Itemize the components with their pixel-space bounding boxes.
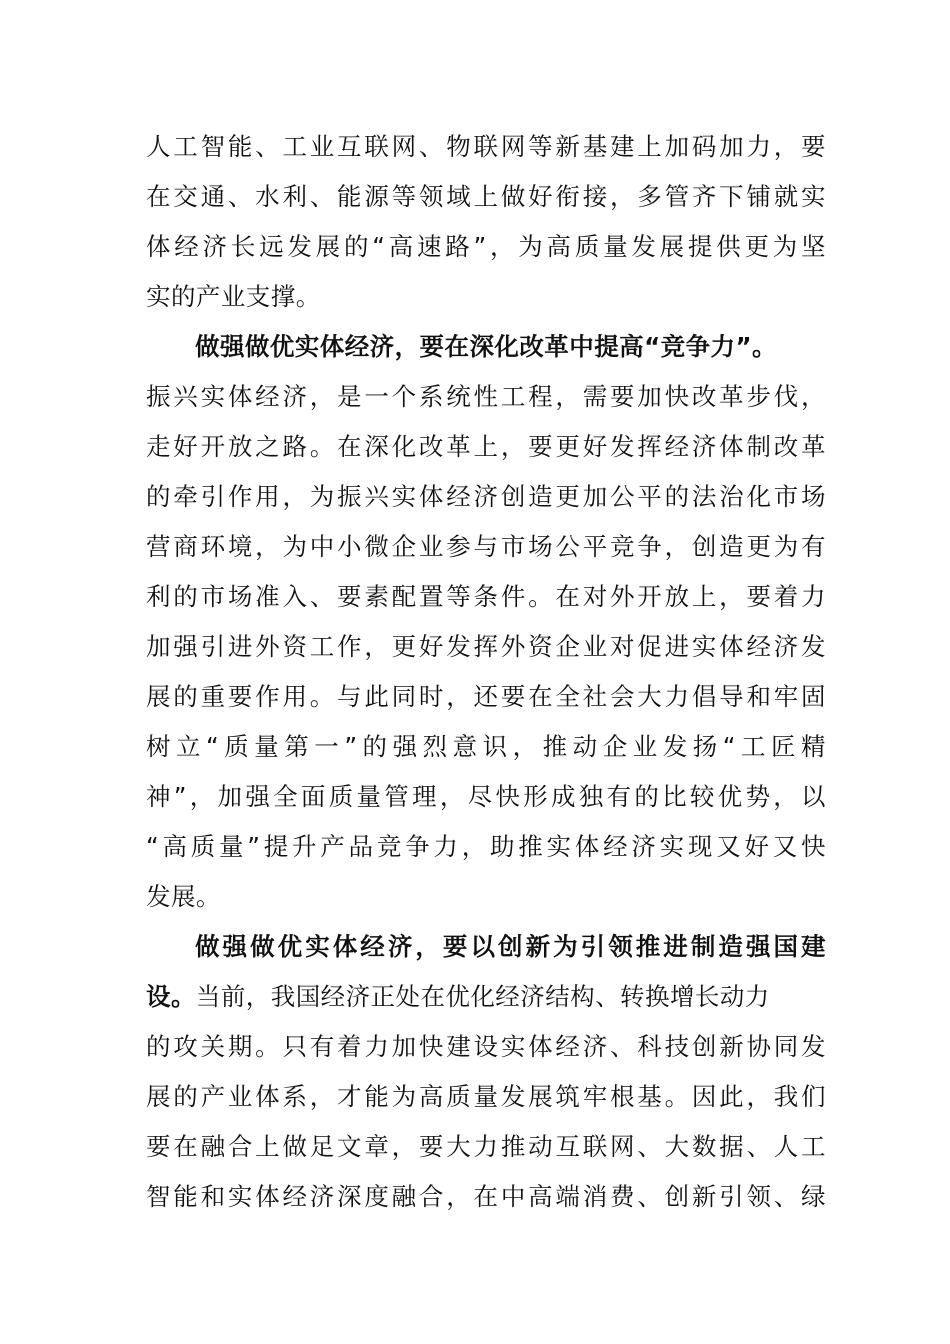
paragraph-3-line-1-text: 当前，我国经济正处在优化经济结构、转换增长动力 bbox=[195, 982, 770, 1011]
paragraph-2-line-3: 的牵引作用，为振兴实体经济创造更加公平的法治化市场 bbox=[146, 482, 826, 511]
paragraph-3-line-1 bbox=[146, 972, 826, 1022]
paragraph-3-line-2: 的攻关期。只有着力加快建设实体经济、科技创新协同发 bbox=[146, 1032, 826, 1061]
paragraph-1-line-4: 实的产业支撑。 bbox=[146, 282, 321, 311]
paragraph-2-line-2: 走好开放之路。在深化改革上，要更好发挥经济体制改革 bbox=[146, 432, 826, 461]
paragraph-3-line-5: 智能和实体经济深度融合，在中高端消费、创新引领、绿 bbox=[146, 1182, 826, 1211]
paragraph-2-line-8: 树立“质量第一”的强烈意识，推动企业发扬“工匠精 bbox=[146, 732, 826, 761]
paragraph-2-line-1: 振兴实体经济，是一个系统性工程，需要加快改革步伐， bbox=[146, 382, 826, 411]
paragraph-2-line-11: 发展。 bbox=[146, 882, 221, 911]
paragraph-2-line-9: 神”，加强全面质量管理，尽快形成独有的比较优势，以 bbox=[146, 782, 826, 811]
section-heading-reform: 做强做优实体经济，要在深化改革中提高“竞争力”。 bbox=[195, 332, 778, 361]
paragraph-1-line-2: 在交通、水利、能源等领域上做好衔接，多管齐下铺就实 bbox=[146, 182, 826, 211]
paragraph-2-line-10: “高质量”提升产品竞争力，助推实体经济实现又好又快 bbox=[146, 832, 826, 861]
paragraph-2-line-7: 展的重要作用。与此同时，还要在全社会大力倡导和牢固 bbox=[146, 682, 826, 711]
paragraph-1-line-1: 人工智能、工业互联网、物联网等新基建上加码加力，要 bbox=[146, 132, 826, 161]
section-heading-innovation-tail: 设。 bbox=[146, 982, 196, 1011]
paragraph-2-line-6: 加强引进外资工作，更好发挥外资企业对促进实体经济发 bbox=[146, 632, 826, 661]
section-heading-innovation: 做强做优实体经济，要以创新为引领推进制造强国建 bbox=[195, 932, 826, 961]
paragraph-3-line-3: 展的产业体系，才能为高质量发展筑牢根基。因此，我们 bbox=[146, 1082, 826, 1111]
paragraph-2-line-4: 营商环境，为中小微企业参与市场公平竞争，创造更为有 bbox=[146, 532, 826, 561]
paragraph-3-line-4: 要在融合上做足文章，要大力推动互联网、大数据、人工 bbox=[146, 1132, 826, 1161]
paragraph-1-line-3: 体经济长远发展的“高速路”，为高质量发展提供更为坚 bbox=[146, 232, 826, 261]
paragraph-2-line-5: 利的市场准入、要素配置等条件。在对外开放上，要着力 bbox=[146, 582, 826, 611]
